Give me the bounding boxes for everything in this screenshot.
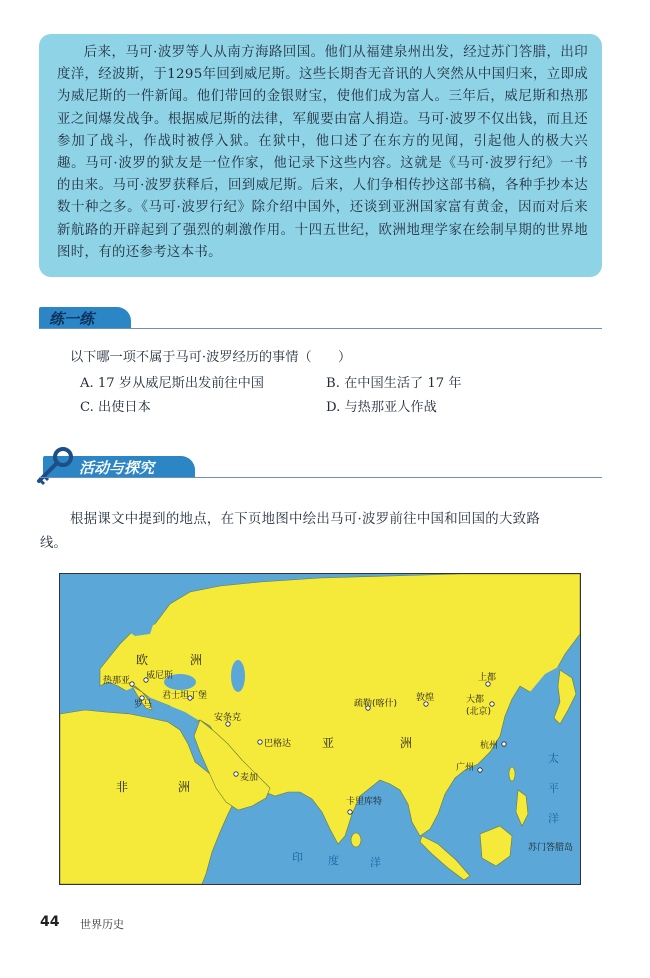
label-africa-1: 非 xyxy=(116,780,129,794)
key-icon xyxy=(33,446,77,486)
city-genoa xyxy=(103,674,134,686)
activity-title: 活动与探究 xyxy=(79,459,155,477)
city-antioch-label: 安条克 xyxy=(214,713,242,723)
city-kashgar xyxy=(354,697,397,710)
city-baghdad-label: 巴格达 xyxy=(264,739,292,749)
city-constantinople-label: 君士坦丁堡 xyxy=(162,691,208,701)
option-c[interactable]: C. 出使日本 xyxy=(80,400,151,415)
page-number: 44 xyxy=(40,914,60,930)
activity-header xyxy=(39,456,602,478)
label-pacific-3: 洋 xyxy=(548,812,559,825)
label-indian-2: 度 xyxy=(328,854,339,867)
option-b[interactable]: B. 在中国生活了 17 年 xyxy=(326,376,462,391)
srilanka-island xyxy=(351,833,361,847)
sumatra-label: 苏门答腊岛 xyxy=(528,843,574,853)
reading-text: 后来，马可·波罗等人从南方海路回国。他们从福建泉州出发，经过苏门答腊，出印度洋，经波斯，于1295年回到威尼斯。这些长期杳无音讯的人突然从中国归来，立即成为威尼斯的一件新闻。他们带回的金银财宝，使他们成为富人。三年后，威尼斯和热那亚之间爆发战争。根据威尼斯的法律，军舰要由富人捐造。马可·波罗不仅出钱，而且还参加了战斗，作战时被俘入狱。在狱中，他口述了在东方的见闻，引起他人的极大兴趣。马可·波罗的狱友是一位作家，他记录下这些内容。这就是《马可·波罗行纪》一书的由来。马可·波罗获释后，回到威尼斯。后来，人们争相传抄这部书稿，各种手抄本达数十种之多。《马可·波罗行纪》除介绍中国外，还谈到亚洲国家富有黄金，因而对后来新航路的开辟起到了强烈的刺激作用。十四五世纪，欧洲地理学家在绘制早期的世界地图时，有的还参考这本书。 xyxy=(57,45,588,260)
exercise-header xyxy=(39,307,602,329)
map-svg xyxy=(60,574,580,884)
label-asia-2: 洲 xyxy=(400,736,413,750)
book-title: 世界历史 xyxy=(80,918,124,931)
city-rome-label: 罗马 xyxy=(134,700,153,710)
label-pacific-1: 太 xyxy=(548,752,559,765)
exercise-title: 练一练 xyxy=(49,310,95,328)
city-kashgar-label: 疏勒(喀什) xyxy=(354,699,398,709)
city-genoa-label: 热那亚 xyxy=(103,676,131,686)
city-guangzhou-label: 广州 xyxy=(456,763,475,773)
option-a[interactable]: A. 17 岁从威尼斯出发前往中国 xyxy=(80,376,264,391)
taiwan-island xyxy=(509,767,515,781)
city-mecca-label: 麦加 xyxy=(240,773,259,783)
city-beijing-label: (北京) xyxy=(466,707,492,717)
option-d[interactable]: D. 与热那亚人作战 xyxy=(326,400,437,415)
label-europe-1: 欧 xyxy=(136,653,149,667)
city-shangdu-label: 上都 xyxy=(478,673,497,683)
city-calicut-label: 卡里库特 xyxy=(346,797,383,807)
activity-divider xyxy=(39,477,602,478)
city-dadu-label: 大都 xyxy=(466,695,485,705)
label-indian-1: 印 xyxy=(292,851,303,864)
city-dunhuang-label: 敦煌 xyxy=(416,693,435,703)
label-pacific-2: 平 xyxy=(548,782,559,795)
city-hangzhou-label: 杭州 xyxy=(480,741,499,751)
city-venice xyxy=(144,669,173,682)
exercise-question: 以下哪一项不属于马可·波罗经历的事情（ ） xyxy=(70,350,352,365)
label-asia-1: 亚 xyxy=(322,736,335,750)
silk-road-map xyxy=(59,573,581,885)
exercise-divider xyxy=(39,328,602,329)
activity-task-line2: 线。 xyxy=(40,536,67,551)
city-constantinople xyxy=(162,689,207,701)
label-africa-2: 洲 xyxy=(178,780,191,794)
reading-box xyxy=(39,34,602,277)
exercise-tab xyxy=(39,307,131,329)
activity-task-line1: 根据课文中提到的地点，在下页地图中绘出马可·波罗前往中国和回国的大致路 xyxy=(70,512,541,527)
label-indian-3: 洋 xyxy=(370,856,381,869)
label-europe-2: 洲 xyxy=(190,653,203,667)
city-venice-label: 威尼斯 xyxy=(146,671,174,681)
caspian-sea xyxy=(231,660,245,692)
